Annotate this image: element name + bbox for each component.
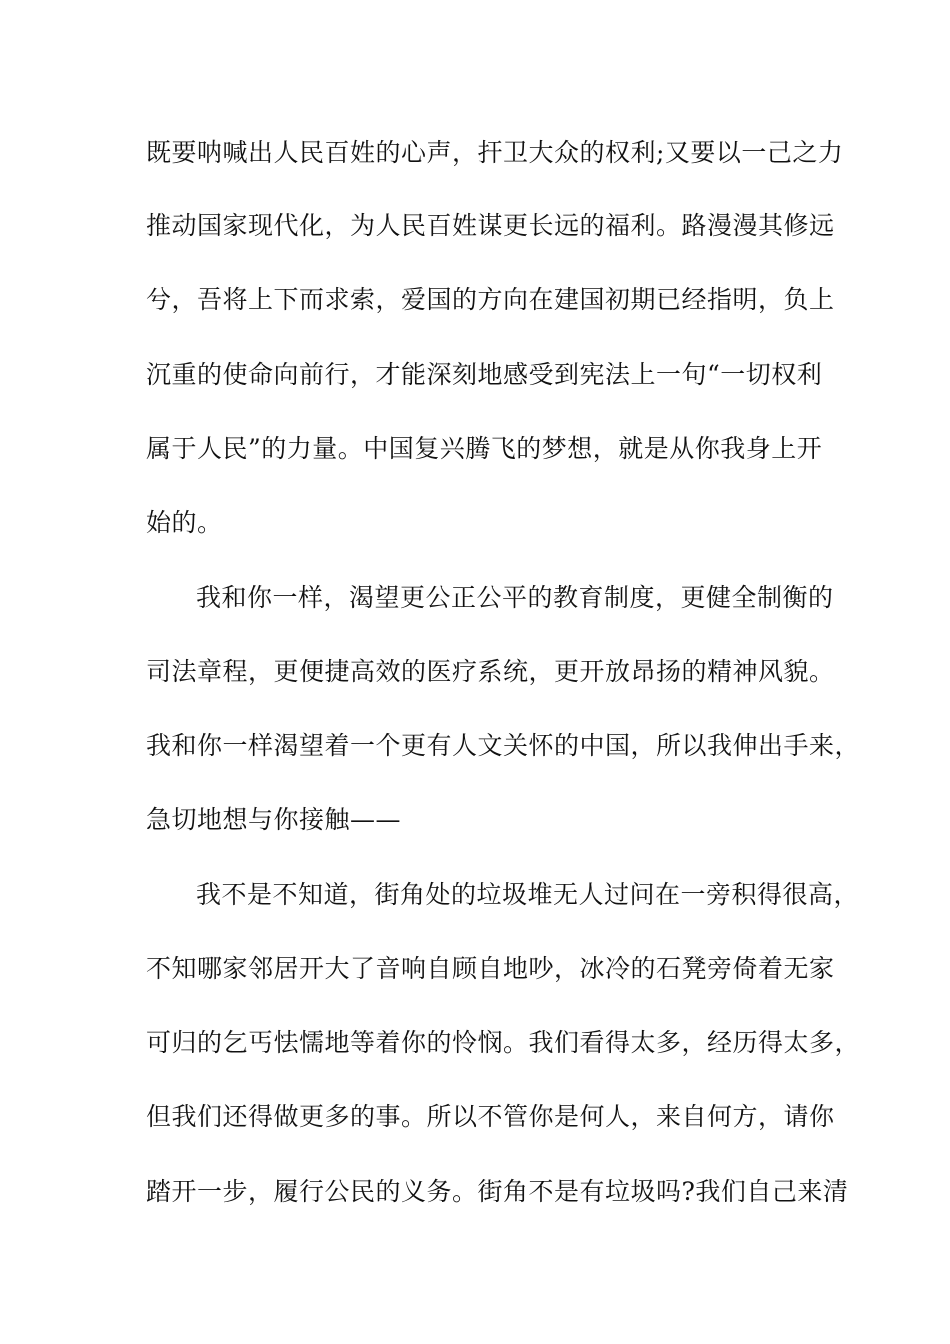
text-line: 但我们还得做更多的事。所以不管你是何人，来自何方，请你 [146, 1102, 835, 1131]
text-line: 可归的乞丐怯懦地等着你的怜悯。我们看得太多，经历得太多， [146, 1028, 861, 1057]
text-line: 司法章程，更便捷高效的医疗系统，更开放昂扬的精神风貌。 [146, 657, 835, 686]
text-line: 推动国家现代化，为人民百姓谋更长远的福利。路漫漫其修远 [146, 211, 835, 240]
text-line: 不知哪家邻居开大了音响自顾自地吵，冰冷的石凳旁倚着无家 [146, 954, 835, 983]
text-line: 属于人民”的力量。中国复兴腾飞的梦想，就是从你我身上开 [146, 434, 823, 463]
text-line: 踏开一步，履行公民的义务。街角不是有垃圾吗?我们自己来清 [146, 1177, 849, 1206]
text-line: 始的。 [146, 508, 223, 537]
text-line: 沉重的使命向前行，才能深刻地感受到宪法上一句“一切权利 [146, 360, 823, 389]
paragraph-first-line: 我不是不知道，街角处的垃圾堆无人过问在一旁积得很高， [196, 880, 860, 909]
text-line: 兮，吾将上下而求索，爱国的方向在建国初期已经指明，负上 [146, 285, 835, 314]
text-line: 既要呐喊出人民百姓的心声，扞卫大众的权利;又要以一己之力 [146, 138, 844, 167]
paragraph-first-line: 我和你一样，渴望更公正公平的教育制度，更健全制衡的 [196, 583, 834, 612]
text-line: 急切地想与你接触—— [146, 805, 402, 834]
text-line: 我和你一样渴望着一个更有人文关怀的中国，所以我伸出手来， [146, 731, 861, 760]
